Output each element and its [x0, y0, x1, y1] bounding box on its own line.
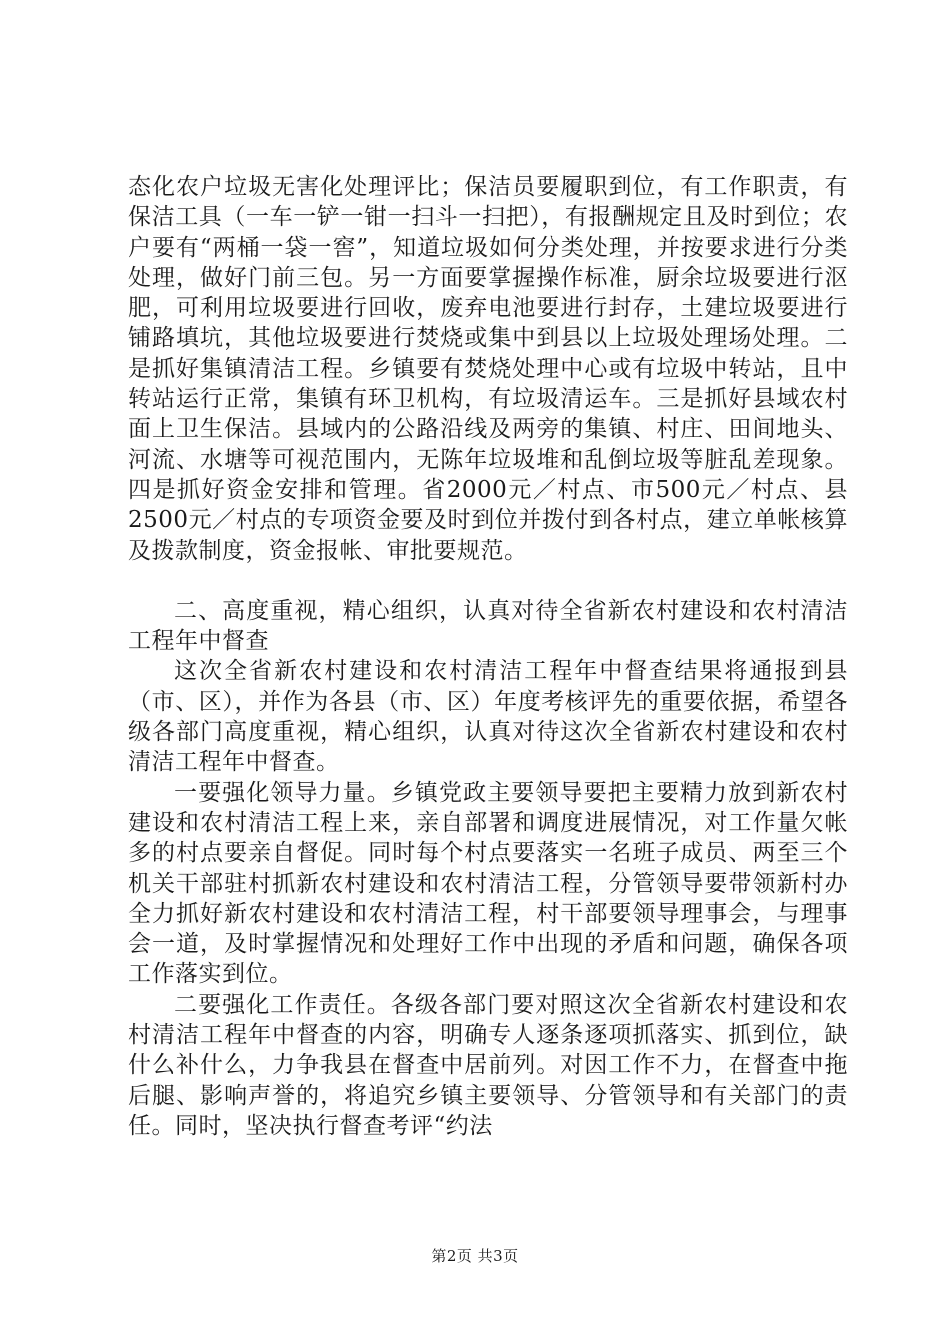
paragraph-continuation: 态化农户垃圾无害化处理评比；保洁员要履职到位，有工作职责，有保洁工具（一车一铲一钳一扫斗一扫把），有报酬规定且及时到位；农户要有“两桶一袋一窖”，知道垃圾如何分类处理，并按要求进行分类处理，做好门前三包。另一方面要掌握操作标准，厨余垃圾要进行沤肥，可利用垃圾要进行回收，废弃电池要进行封存，土建垃圾要进行铺路填坑，其他垃圾要进行焚烧或集中到县以上垃圾处理场处理。二是抓好集镇清洁工程。乡镇要有焚烧处理中心或有垃圾中转站，且中转站运行正常，集镇有环卫机构，有垃圾清运车。三是抓好县域农村面上卫生保洁。县域内的公路沿线及两旁的集镇、村庄、田间地头、河流、水塘等可视范围内，无陈年垃圾堆和乱倒垃圾等脏乱差现象。四是抓好资金安排和管理。省2000元／村点、市500元／村点、县2500元／村点的专项资金要及时到位并拨付到各村点，建立单帐核算及拨款制度，资金报帐、审批要规范。 [128, 174, 848, 564]
document-body [128, 172, 848, 1141]
section-heading: 二、高度重视，精心组织，认真对待全省新农村建设和农村清洁工程年中督查 [128, 597, 848, 655]
page-footer: 第2页 共3页 [431, 1247, 519, 1265]
paragraph-leadership: 一要强化领导力量。乡镇党政主要领导要把主要精力放到新农村建设和农村清洁工程上来，亲自部署和调度进展情况，对工作量欠帐多的村点要亲自督促。同时每个村点要落实一名班子成员、两至三个机关干部驻村抓新农村建设和农村清洁工程，分管领导要带领新村办全力抓好新农村建设和农村清洁工程，村干部要领导理事会，与理事会一道，及时掌握情况和处理好工作中出现的矛盾和问题，确保各项工作落实到位。 [128, 779, 848, 988]
paragraph-intro: 这次全省新农村建设和农村清洁工程年中督查结果将通报到县（市、区），并作为各县（市、区）年度考核评先的重要依据，希望各级各部门高度重视，精心组织，认真对待这次全省新农村建设和农村清洁工程年中督查。 [128, 658, 848, 776]
paragraph-gap [128, 566, 848, 596]
paragraph-responsibility: 二要强化工作责任。各级各部门要对照这次全省新农村建设和农村清洁工程年中督查的内容，明确专人逐条逐项抓落实、抓到位，缺什么补什么，力争我县在督查中居前列。对因工作不力，在督查中拖后腿、影响声誉的，将追究乡镇主要领导、分管领导和有关部门的责任。同时，坚决执行督查考评“约法 [128, 991, 848, 1139]
